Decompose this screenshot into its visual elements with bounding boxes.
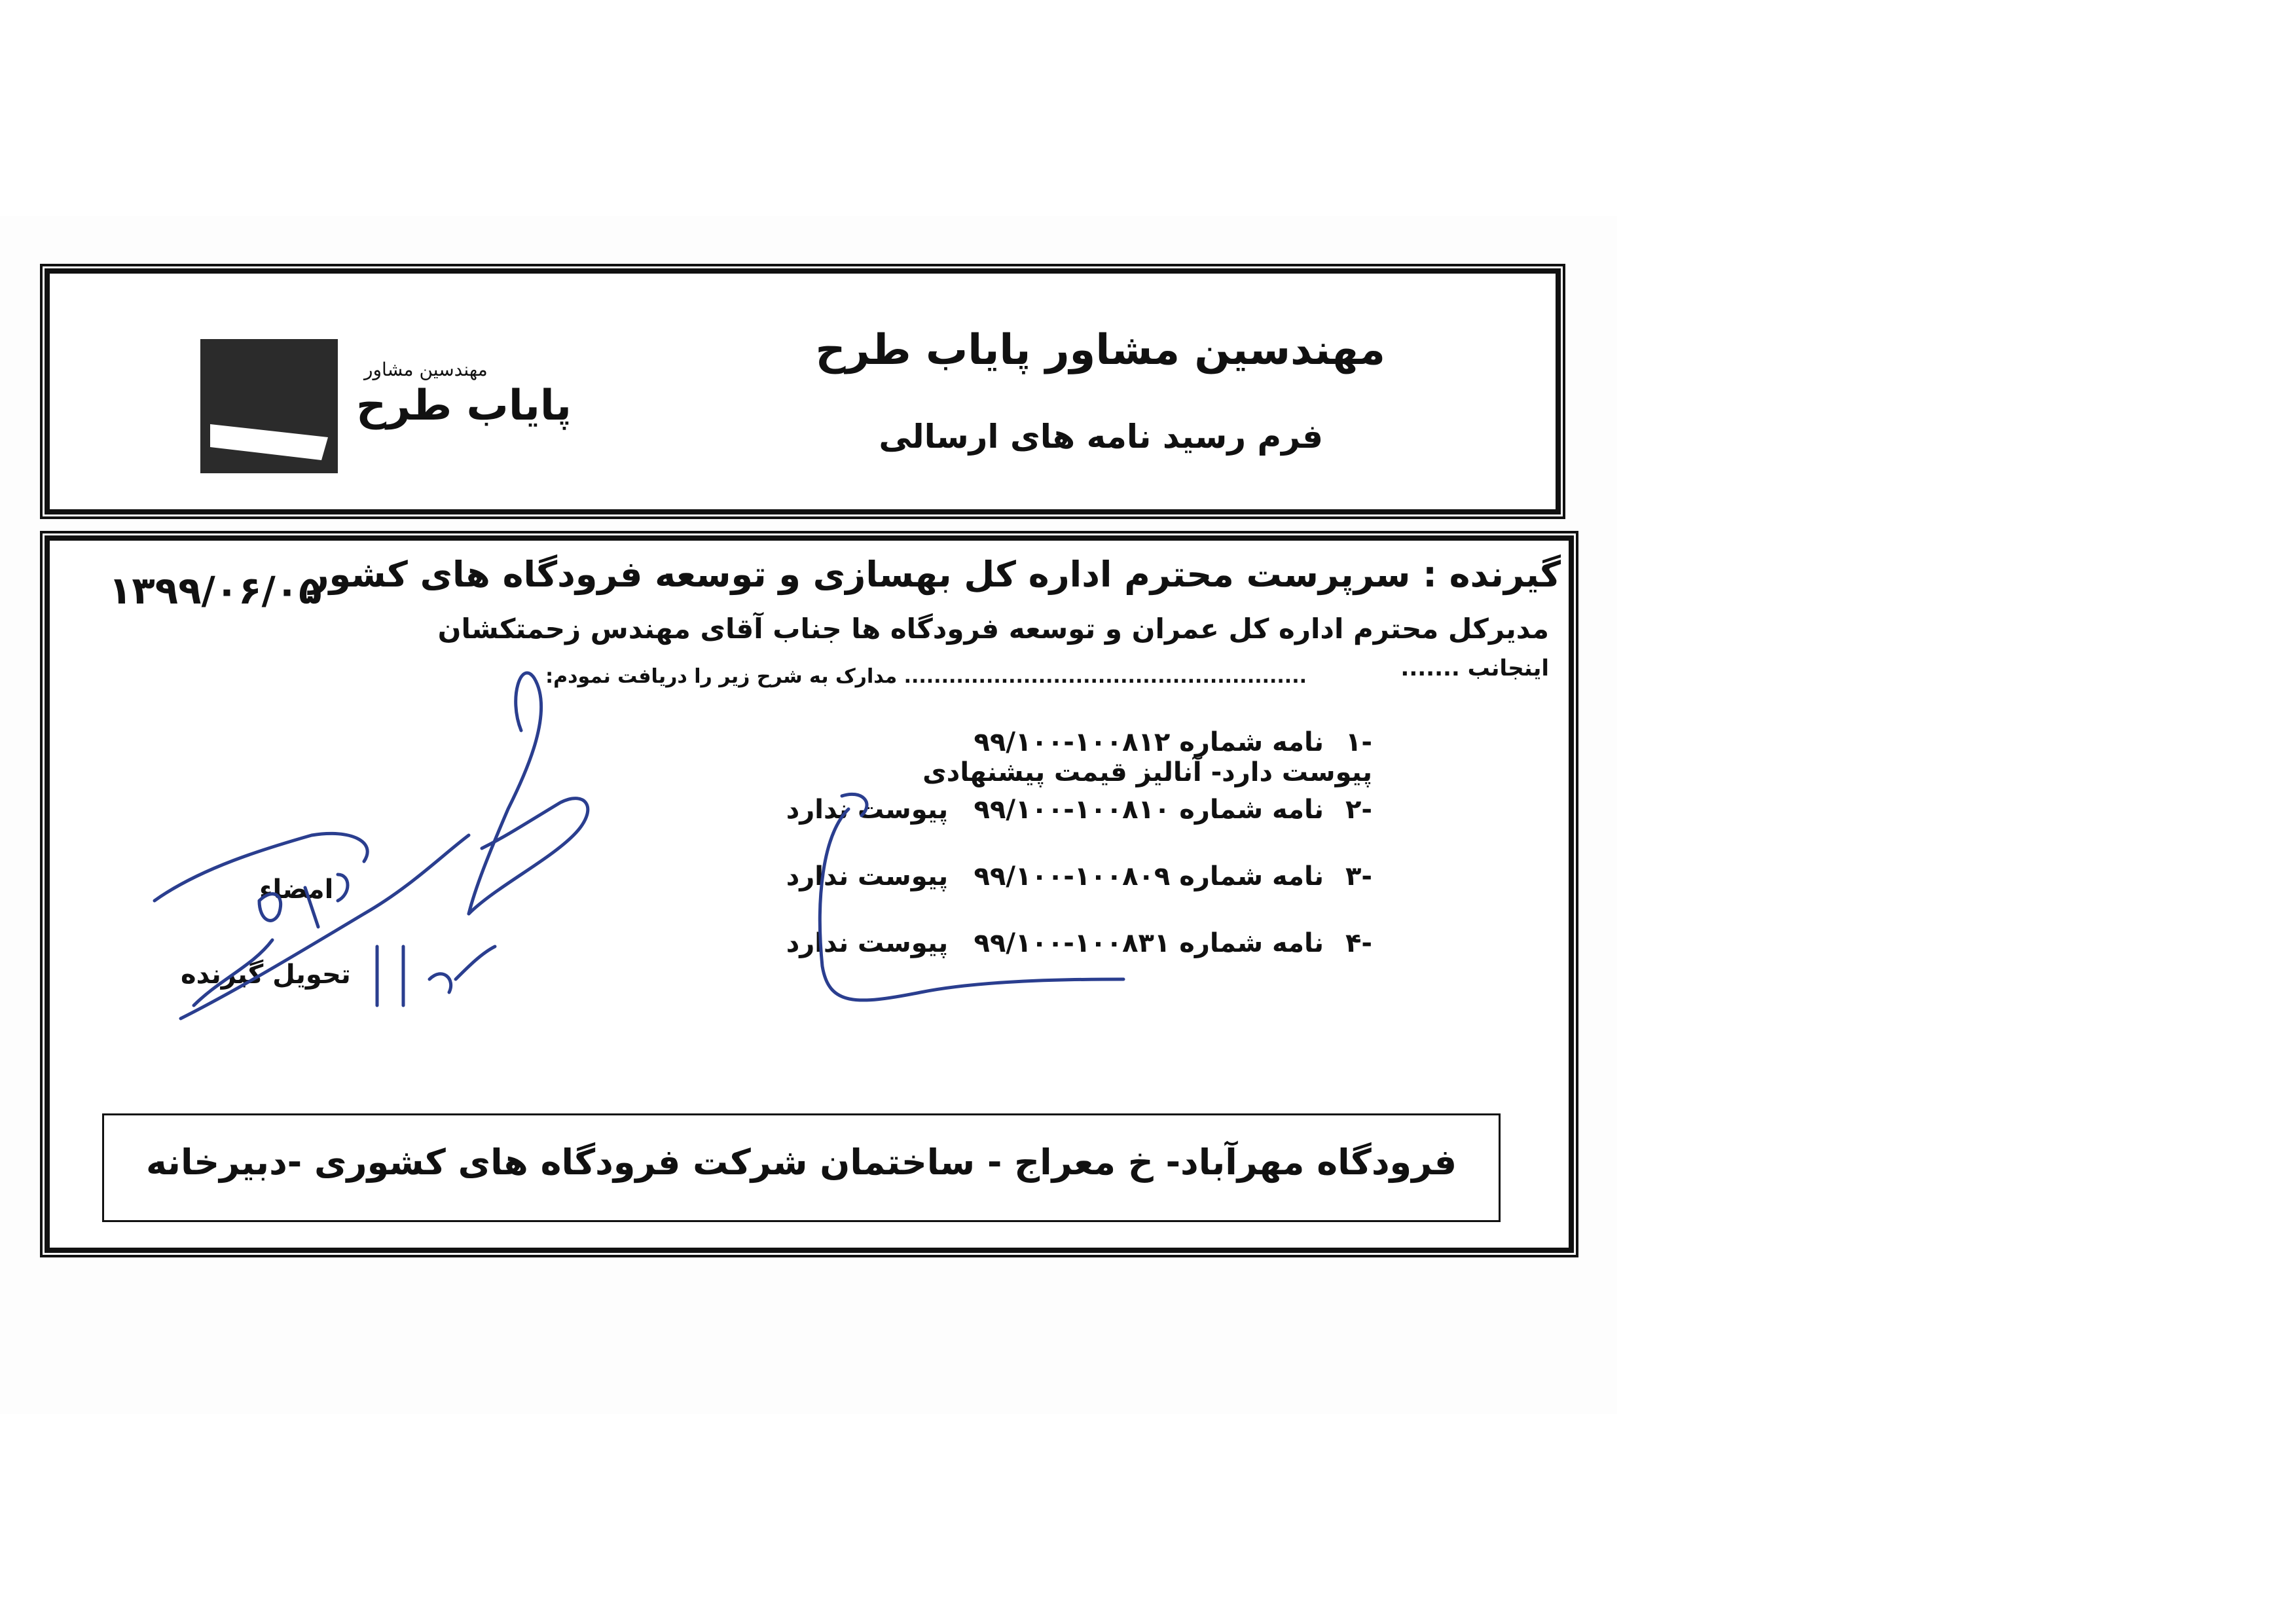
form-title: فرم رسید نامه های ارسالی: [879, 418, 1323, 456]
letter-note: پیوست ندارد: [786, 795, 949, 825]
letter-note: پیوست ندارد: [786, 928, 949, 958]
letter-note: پیوست ندارد: [786, 861, 949, 892]
logo-caption-big: پایاب طرح: [356, 382, 572, 430]
receipt-body-box: [45, 535, 1574, 1253]
signature-label: امضاء: [259, 875, 334, 905]
address-text: فرودگاه مهرآباد- خ معراج - ساختمان شرکت فرودگاه های کشوری -دبیرخانه: [145, 1142, 1457, 1183]
header-box: [45, 268, 1561, 514]
letter-title: نامه شماره ۱۰۰۸۰۹-۹۹/۱۰۰: [974, 861, 1324, 892]
letter-number: -۴: [1345, 928, 1372, 958]
logo-mark-icon: [200, 339, 338, 473]
intro-prefix: اینجانب .......: [1400, 655, 1549, 681]
handwritten-signature: [102, 639, 1150, 1045]
letter-title: نامه شماره ۱۰۰۸۱۲-۹۹/۱۰۰: [974, 727, 1324, 757]
letter-number: -۲: [1345, 795, 1372, 825]
letter-number: -۱: [1345, 727, 1372, 757]
letter-number: -۳: [1345, 861, 1372, 892]
address-box: [102, 1113, 1501, 1222]
intro-text: ...................................................... مدارک به شرح زیر را دریافت نمودم:: [545, 665, 1307, 688]
letter-note: پیوست دارد- آنالیز قیمت پیشنهادی: [922, 757, 1372, 787]
receiver-label: تحویل گیرنده: [181, 960, 351, 990]
company-logo: [200, 339, 338, 473]
manager-line: مدیرکل محترم اداره کل عمران و توسعه فرودگاه ها جناب آقای مهندس زحمتکشان: [437, 613, 1549, 645]
company-title: مهندسین مشاور پایاب طرح: [815, 326, 1385, 374]
letter-title: نامه شماره ۱۰۰۸۳۱-۹۹/۱۰۰: [974, 928, 1324, 958]
receipt-date: ۱۳۹۹/۰۶/۰۵: [109, 568, 322, 613]
logo-caption-small: مهندسین مشاور: [364, 359, 488, 380]
letter-title: نامه شماره ۱۰۰۸۱۰-۹۹/۱۰۰: [974, 795, 1324, 825]
recipient-line: گیرنده : سرپرست محترم اداره کل بهسازی و توسعه فرودگاه های کشور: [308, 554, 1561, 595]
